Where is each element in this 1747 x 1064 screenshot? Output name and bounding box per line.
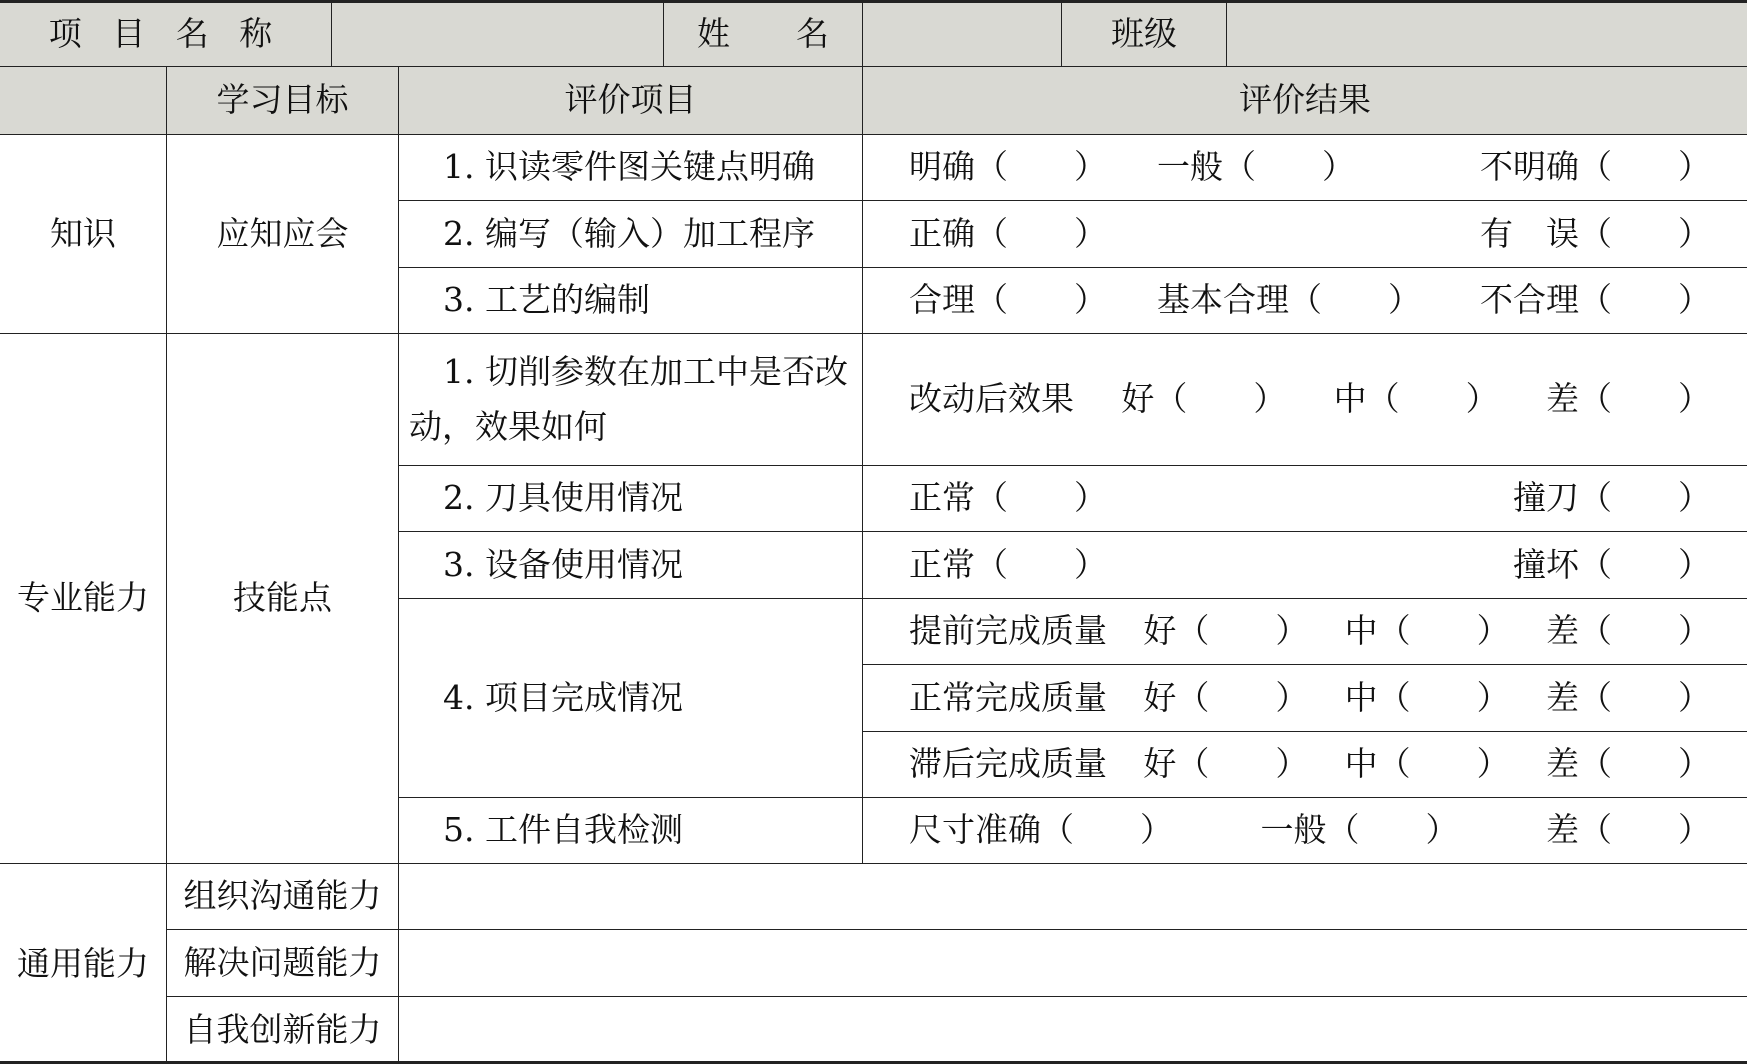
eval-result-p2 [863, 466, 1747, 532]
option[interactable]: 好（ ） [1121, 379, 1287, 419]
option[interactable]: 正确（ ） [909, 213, 1107, 253]
option[interactable]: 中（ ） [1333, 379, 1499, 419]
category-professional: 专业能力 [0, 334, 167, 864]
class-label: 班级 [1062, 3, 1227, 67]
eval-item-k3: 3. 工艺的编制 [399, 268, 863, 334]
option[interactable]: 差（ ） [1545, 744, 1711, 784]
result-general-innovation[interactable] [399, 997, 1747, 1064]
goal-general-innovation: 自我创新能力 [167, 997, 399, 1064]
option[interactable]: 一般（ ） [1260, 810, 1459, 850]
option[interactable]: 不明确（ ） [1480, 147, 1711, 187]
eval-result-p4c [863, 732, 1747, 798]
eval-item-k2: 2. 编写（输入）加工程序 [399, 201, 863, 268]
eval-result-k1 [863, 135, 1747, 201]
eval-result-p4a [863, 599, 1747, 665]
category-general: 通用能力 [0, 864, 167, 1064]
option[interactable]: 好（ ） [1143, 744, 1309, 784]
eval-item-p3: 3. 设备使用情况 [399, 532, 863, 599]
eval-item-p2: 2. 刀具使用情况 [399, 466, 863, 532]
eval-item-k1: 1. 识读零件图关键点明确 [399, 135, 863, 201]
goal-general-communication: 组织沟通能力 [167, 864, 399, 930]
option[interactable]: 一般（ ） [1157, 147, 1355, 187]
option[interactable]: 合理（ ） [909, 280, 1107, 320]
project-name-field[interactable] [332, 3, 664, 67]
eval-result-p3 [863, 532, 1747, 599]
subheader-blank [0, 67, 167, 135]
option-label: 改动后效果 [909, 379, 1074, 419]
eval-result-k3 [863, 268, 1747, 334]
option-label: 正常完成质量 [909, 677, 1107, 717]
option[interactable]: 明确（ ） [909, 147, 1107, 187]
result-general-communication[interactable] [399, 864, 1747, 930]
eval-result-k2 [863, 201, 1747, 268]
option[interactable]: 差（ ） [1545, 677, 1711, 717]
eval-item-p1: 1. 切削参数在加工中是否改动，效果如何 [399, 334, 863, 466]
eval-result-p1 [863, 334, 1747, 466]
option[interactable]: 好（ ） [1143, 677, 1309, 717]
eval-item-p5: 5. 工件自我检测 [399, 798, 863, 864]
option-label: 滞后完成质量 [909, 744, 1107, 784]
eval-item-p4: 4. 项目完成情况 [399, 599, 863, 798]
option[interactable]: 差（ ） [1545, 611, 1711, 651]
learning-goal-header: 学习目标 [167, 67, 399, 135]
option[interactable]: 正常（ ） [909, 478, 1107, 518]
class-field[interactable] [1227, 3, 1747, 67]
name-field[interactable] [863, 3, 1062, 67]
eval-item-header: 评价项目 [399, 67, 863, 135]
eval-result-header: 评价结果 [863, 67, 1747, 135]
option[interactable]: 撞坏（ ） [1513, 544, 1711, 584]
option[interactable]: 尺寸准确（ ） [909, 810, 1173, 850]
option[interactable]: 正常（ ） [909, 544, 1107, 584]
option[interactable]: 撞刀（ ） [1513, 478, 1711, 518]
result-general-problem-solving[interactable] [399, 930, 1747, 997]
goal-general-problem-solving: 解决问题能力 [167, 930, 399, 997]
option[interactable]: 差（ ） [1545, 379, 1711, 419]
option[interactable]: 基本合理（ ） [1157, 280, 1421, 320]
option[interactable]: 中（ ） [1344, 677, 1510, 717]
option[interactable]: 有 误（ ） [1480, 213, 1711, 253]
project-name-label: 项 目 名 称 [0, 3, 332, 67]
option[interactable]: 中（ ） [1344, 744, 1510, 784]
goal-knowledge: 应知应会 [167, 135, 399, 334]
option[interactable]: 中（ ） [1344, 611, 1510, 651]
option[interactable]: 好（ ） [1143, 611, 1309, 651]
option[interactable]: 不合理（ ） [1480, 280, 1711, 320]
name-label: 姓 名 [664, 3, 863, 67]
eval-result-p5 [863, 798, 1747, 864]
option-label: 提前完成质量 [909, 611, 1107, 651]
eval-result-p4b [863, 665, 1747, 732]
goal-professional: 技能点 [167, 334, 399, 864]
category-knowledge: 知识 [0, 135, 167, 334]
option[interactable]: 差（ ） [1546, 810, 1711, 850]
